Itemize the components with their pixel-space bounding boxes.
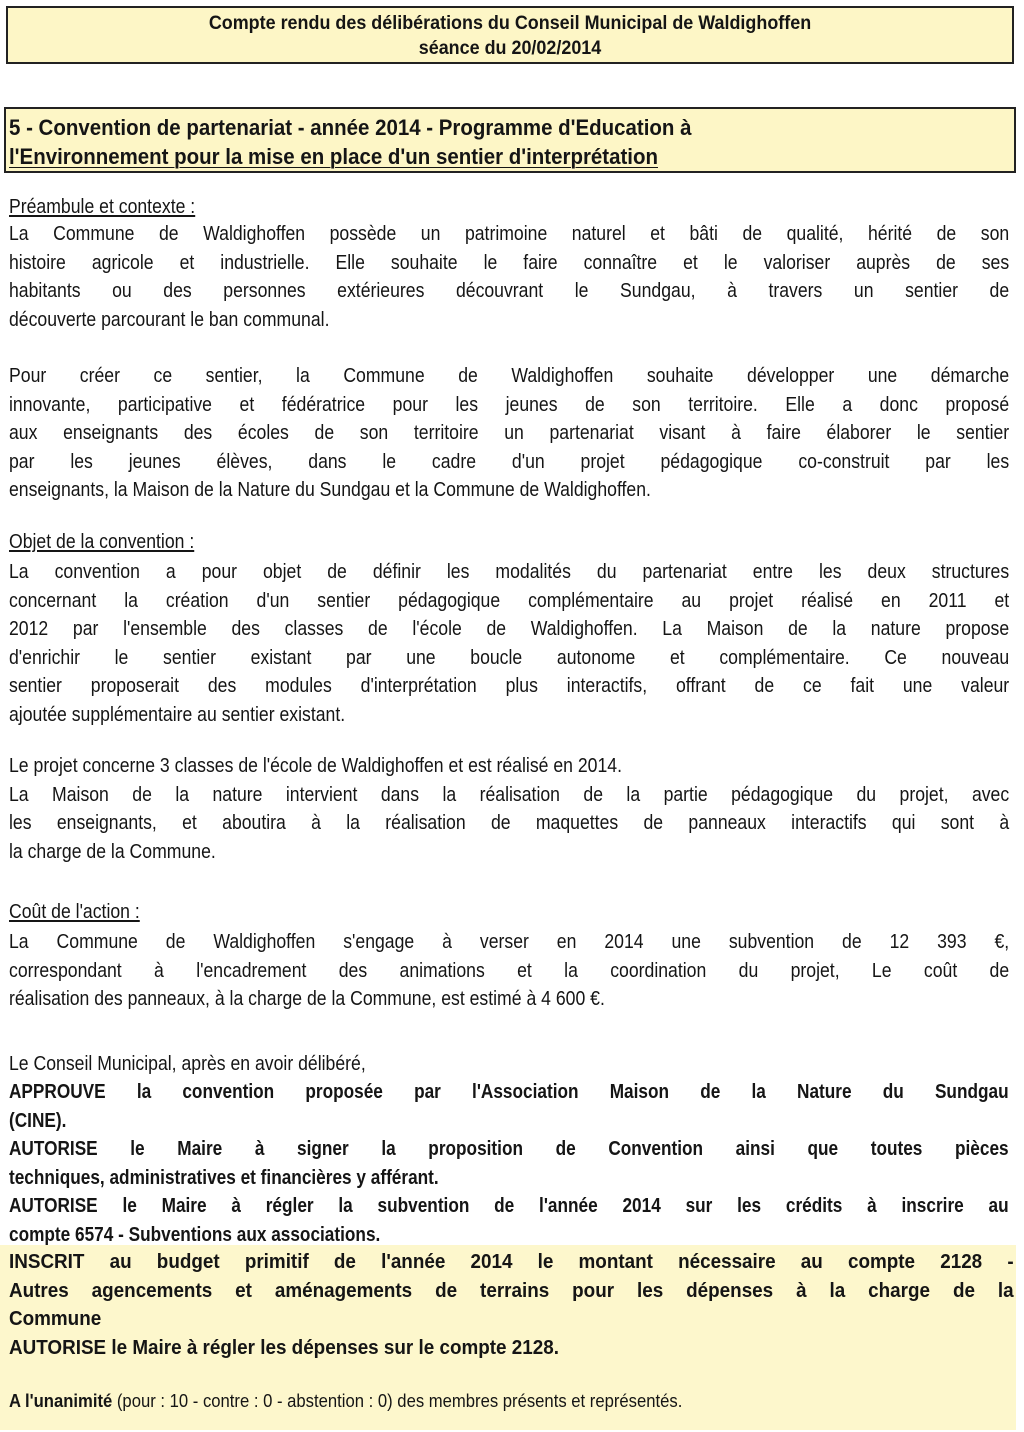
vote-result [9, 1390, 682, 1412]
text-line: la charge de la Commune. [9, 839, 216, 863]
decision-line: Commune [9, 1307, 102, 1330]
decision-line: Autres agencements et aménagements de terrains pour les dépenses à la charge de la [9, 1278, 1014, 1302]
text-line: histoire agricole et industrielle. Elle souhaite le faire connaître et le valoriser auprès de ses [9, 250, 1010, 274]
decision-line: APPROUVE la convention proposée par l'Association Maison de la Nature du Sundgau [9, 1080, 1009, 1103]
cout-para [9, 928, 1009, 1014]
text-line: correspondant à l'encadrement des animations et la coordination du projet, Le coût de [9, 958, 1010, 982]
heading-objet: Objet de la convention : [9, 530, 195, 553]
preambule-para1 [9, 220, 1009, 334]
vote-detail: (pour : 10 - contre : 0 - abstention : 0) des membres présents et représentés. [112, 1390, 683, 1411]
decision-line: techniques, administratives et financières y afférant. [9, 1165, 439, 1189]
text-line: découverte parcourant le ban communal. [9, 307, 330, 331]
text-line: Pour créer ce sentier, la Commune de Waldighoffen souhaite développer une démarche [9, 364, 1010, 387]
text-line: habitants ou des personnes extérieures découvrant le Sundgau, à travers un sentier de [9, 279, 1010, 302]
document-title-box [6, 6, 1014, 64]
text-line: aux enseignants des écoles de son territoire un partenariat visant à faire élaborer le sentier [9, 421, 1010, 444]
highlighted-decisions [9, 1248, 1024, 1362]
text-line: La Commune de Waldighoffen possède un patrimoine naturel et bâti de qualité, hérité de son [9, 222, 1010, 245]
text-line: innovante, participative et fédératrice pour les jeunes de son territoire. Elle a donc proposé [9, 392, 1010, 416]
decision-line: (CINE). [9, 1108, 67, 1132]
vote-label: A l'unanimité [9, 1390, 113, 1411]
decision-line: compte 6574 - Subventions aux associations. [9, 1222, 381, 1246]
decision-items [9, 1078, 1009, 1249]
text-line: La Commune de Waldighoffen s'engage à verser en 2014 une subvention de 12 393 €, [9, 930, 1010, 953]
text-line: enseignants, la Maison de la Nature du Sundgau et la Commune de Waldighoffen. [9, 478, 651, 501]
text-line: par les jeunes élèves, dans le cadre d'un projet pédagogique co-construit par les [9, 449, 1010, 473]
text-line: réalisation des panneaux, à la charge de la Commune, est estimé à 4 600 €. [9, 987, 605, 1010]
text-line: Le projet concerne 3 classes de l'école de Waldighoffen et est réalisé en 2014. [9, 754, 622, 777]
heading-preambule: Préambule et contexte : [9, 195, 196, 218]
decision-intro [9, 1050, 1009, 1079]
preambule-para2 [9, 362, 1009, 505]
text-line: ajoutée supplémentaire au sentier existant. [9, 702, 346, 726]
section-title-line1: 5 - Convention de partenariat - année 2014 - Programme d'Education à [9, 115, 692, 140]
objet-para1 [9, 558, 1009, 729]
decision-line: AUTORISE le Maire à signer la proposition de Convention ainsi que toutes pièces [9, 1137, 1009, 1160]
text-line: sentier proposerait des modules d'interprétation plus interactifs, offrant de ce fait une valeur [9, 674, 1010, 697]
session-date: séance du 20/02/2014 [418, 37, 602, 59]
objet-para2 [9, 752, 1009, 866]
section-title-line2: l'Environnement pour la mise en place d'un sentier d'interprétation [9, 144, 658, 169]
document-title: Compte rendu des délibérations du Conseil Municipal de Waldighoffen [208, 12, 812, 34]
text-line: d'enrichir le sentier existant par une boucle autonome et complémentaire. Ce nouveau [9, 645, 1010, 669]
text-line: La convention a pour objet de définir les modalités du partenariat entre les deux structures [9, 560, 1010, 583]
decision-line: INSCRIT au budget primitif de l'année 2014 le montant nécessaire au compte 2128 - [9, 1250, 1014, 1273]
text-line: La Maison de la nature intervient dans la réalisation de la partie pédagogique du projet, avec [9, 782, 1010, 806]
decision-line: AUTORISE le Maire à régler les dépenses sur le compte 2128. [9, 1335, 559, 1359]
section-title-box [4, 107, 1016, 173]
text-line: Le Conseil Municipal, après en avoir délibéré, [9, 1052, 366, 1075]
text-line: les enseignants, et aboutira à la réalisation de maquettes de panneaux interactifs qui sont à [9, 811, 1010, 834]
text-line: concernant la création d'un sentier pédagogique complémentaire au projet réalisé en 2011 et [9, 588, 1010, 612]
text-line: 2012 par l'ensemble des classes de l'école de Waldighoffen. La Maison de la nature propose [9, 617, 1010, 640]
decision-line: AUTORISE le Maire à régler la subvention de l'année 2014 sur les crédits à inscrire au [9, 1194, 1009, 1217]
heading-cout: Coût de l'action : [9, 900, 140, 923]
